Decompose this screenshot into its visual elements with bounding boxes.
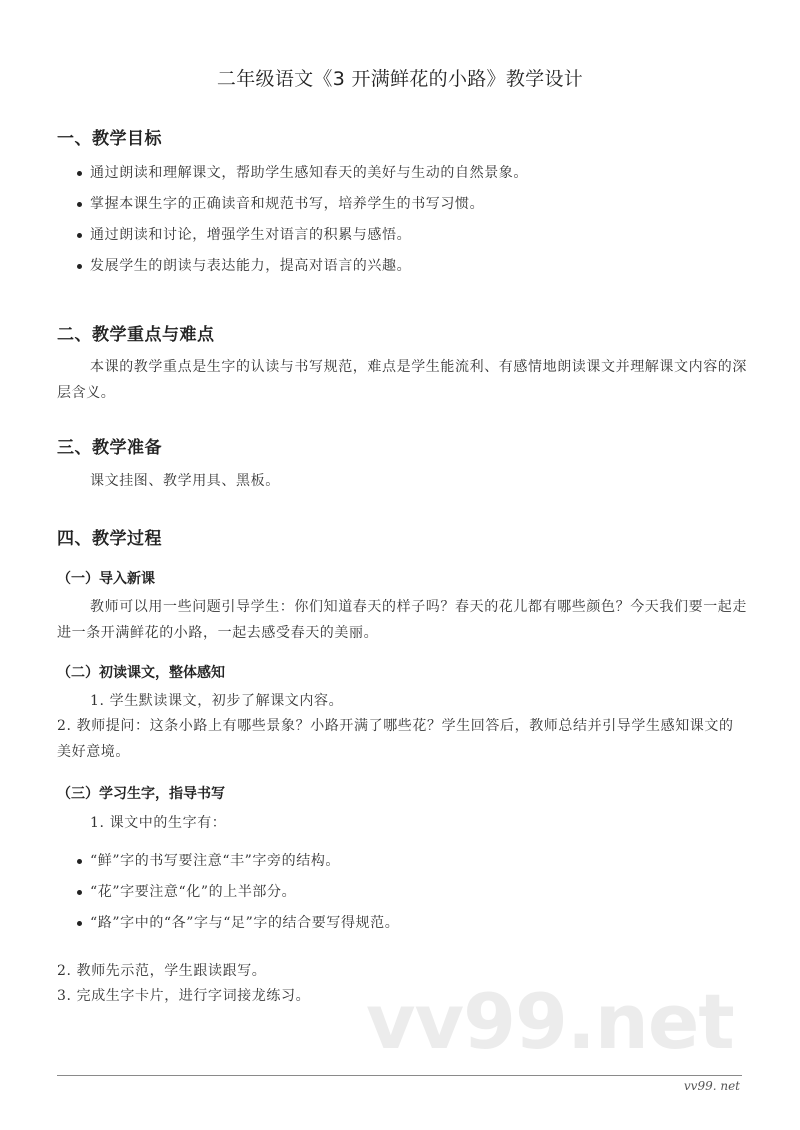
step-line: 3. 完成生字卡片，进行字词接龙练习。 [57,988,311,1004]
section-heading-process: 四、教学过程 [57,529,162,549]
step-line: 2. 教师先示范，学生跟读跟写。 [57,963,267,979]
step-line: 2. 教师提问：这条小路上有哪些景象？小路开满了哪些花？学生回答后，教师总结并引导学生感知课文的美好意境。 [57,718,734,760]
characters-list [72,848,399,941]
step-heading-intro: （一）导入新课 [57,571,155,587]
bullet-icon [77,890,82,895]
list-item [72,879,399,910]
step-intro-paragraph: 教师可以用一些问题引导学生：你们知道春天的样子吗？春天的花儿都有哪些颜色？今天我们要一起走进一条开满鲜花的小路，一起去感受春天的美丽。 [57,599,747,641]
footer-divider [57,1075,742,1076]
bullet-icon [77,202,82,207]
bullet-icon [77,171,82,176]
step-intro-line: 1. 课文中的生字有： [90,815,227,831]
step-line: 1. 学生默读课文，初步了解课文内容。 [90,693,344,709]
watermark: vv99.net [366,977,734,1066]
key-points-paragraph: 本课的教学重点是生字的认读与书写规范，难点是学生能流利、有感情地朗读课文并理解课文内容的深层含义。 [57,359,747,401]
list-item [72,191,528,222]
bullet-icon [77,859,82,864]
section-heading-preparation: 三、教学准备 [57,438,162,458]
step-heading-first-reading: （二）初读课文，整体感知 [57,665,225,681]
list-item [72,160,528,191]
list-item [72,222,528,253]
list-item-text: 掌握本课生字的正确读音和规范书写，培养学生的书写习惯。 [90,196,485,212]
list-item-text: “花”字要注意“化”的上半部分。 [90,884,297,900]
goals-list [72,160,528,284]
bullet-icon [77,233,82,238]
list-item-text: 通过朗读和讨论，增强学生对语言的积累与感悟。 [90,227,412,243]
preparation-paragraph: 课文挂图、教学用具、黑板。 [90,473,280,489]
document-title: 二年级语文《3 开满鲜花的小路》教学设计 [216,68,584,90]
list-item [72,253,528,284]
section-heading-goals: 一、教学目标 [57,129,162,149]
bullet-icon [77,921,82,926]
list-item-text: 通过朗读和理解课文，帮助学生感知春天的美好与生动的自然景象。 [90,165,528,181]
footer-site-text: vv99. net [683,1079,740,1093]
list-item-text: 发展学生的朗读与表达能力，提高对语言的兴趣。 [90,258,412,274]
bullet-icon [77,264,82,269]
list-item-text: “鲜”字的书写要注意“丰”字旁的结构。 [90,853,341,869]
list-item [72,910,399,941]
step-heading-characters: （三）学习生字，指导书写 [57,786,225,802]
list-item-text: “路”字中的“各”字与“足”字的结合要写得规范。 [90,915,400,931]
section-heading-key-points: 二、教学重点与难点 [57,325,215,345]
list-item [72,848,399,879]
